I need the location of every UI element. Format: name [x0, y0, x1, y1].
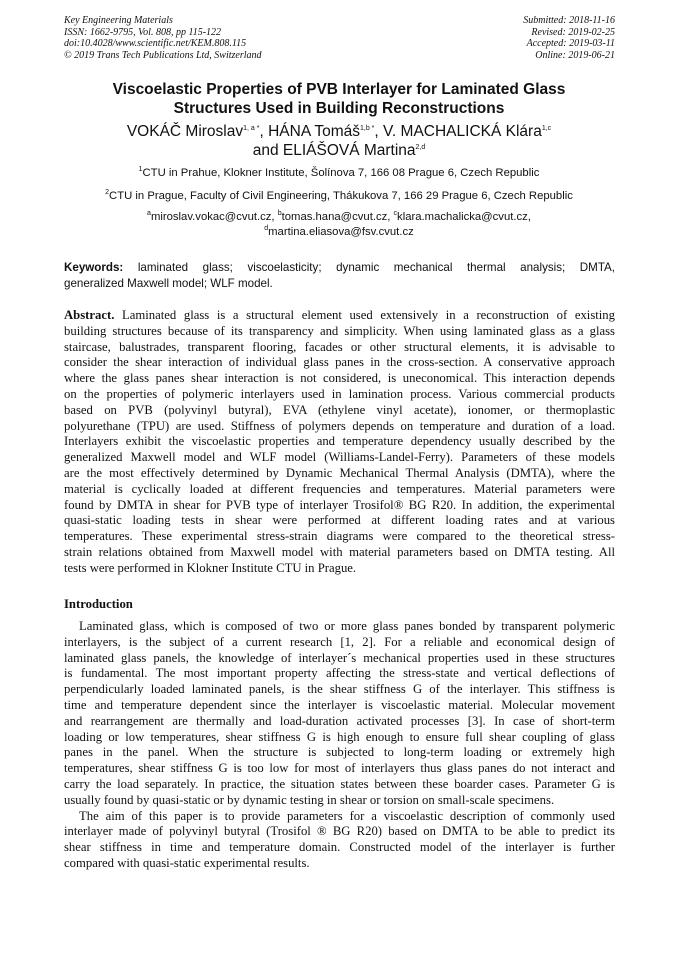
text-line: consider the shear interaction of individual glass panes in the cross-section. A conservative approach	[64, 355, 615, 370]
author-sup: 1, a *	[243, 124, 260, 132]
text-line: laminated glass panels, the knowledge of interlayer´s mechanical properties used in these structures	[64, 650, 615, 665]
text-line: interlayer made of polyvinyl butyral (Trosifol ® BG R20) based on DMTA to be able to predict its	[64, 824, 615, 839]
aff-text: CTU in Prague, Faculty of Civil Engineering, Thákukova 7, 166 29 Prague 6, Czech Republic	[109, 190, 573, 202]
text-line: perpendicularly loaded laminated panels, is the shear stiffness G of the interlayer. This stiffness is	[64, 682, 615, 697]
text-line: generalized Maxwell model and WLF model (Williams-Landel-Ferry). Parameters of these models	[64, 450, 615, 465]
keywords-text: generalized Maxwell model; WLF model.	[64, 276, 273, 290]
journal-info	[64, 15, 262, 61]
affiliation-2	[0, 189, 678, 203]
paper-title	[0, 80, 678, 118]
submitted-date: Submitted: 2018-11-16	[523, 15, 615, 26]
text-line: are the most effectively determined by Dynamic Mechanical Thermal Analysis (DMTA), where the	[64, 465, 615, 480]
email-sup: c	[393, 210, 398, 218]
aff-sup: 2	[105, 189, 110, 197]
aff-sup: 1	[138, 166, 143, 174]
text-line: polyurethane (TPU) are used. Stiffness of polymers depends on temperature and duration of a load.	[64, 418, 615, 433]
abstract	[64, 308, 615, 577]
title-line: Structures Used in Building Reconstructions	[173, 100, 505, 117]
online-date: Online: 2019-06-21	[535, 49, 615, 61]
text-line: temperatures, shear stiffness G is too low for most of interlayers thus glass panes do not interact and	[64, 761, 615, 776]
author-sup: 1,c	[541, 124, 552, 132]
text-line: found by DMTA in shear for PVB type of interlayer Trosifol® BG R20. In addition, the experimental	[64, 497, 615, 512]
keywords-text: laminated glass; viscoelasticity; dynamic mechanical thermal analysis; DMTA,	[123, 261, 615, 274]
journal-name: Key Engineering Materials	[64, 15, 173, 26]
text-line: Laminated glass, which is composed of two or more glass panes bonded by transparent polymeric	[79, 619, 615, 633]
title-line: Viscoelastic Properties of PVB Interlayer for Laminated Glass	[112, 81, 566, 98]
email: miroslav.vokac@cvut.cz,	[150, 211, 278, 223]
text-line: on the properties of polymeric interlayers used in lamination process. Various commercial products	[64, 386, 615, 401]
issn: ISSN: 1662-9795, Vol. 808, pp 115-122	[64, 26, 222, 38]
text-line: The aim of this paper is to provide parameters for a viscoelastic description of commonly used	[79, 808, 615, 823]
section-heading: Introduction	[64, 597, 133, 611]
text-line: material is cyclically loaded at different frequencies and temperatures. Material parameters were	[64, 481, 615, 496]
text-line: based on PVB (polyvinyl butyral), EVA (ethylene vinyl acetate), ionomer, or thermoplastic	[64, 402, 615, 417]
doi: doi:10.4028/www.scientific.net/KEM.808.115	[64, 38, 247, 49]
email-sup: a	[147, 210, 151, 218]
emails	[0, 210, 678, 240]
text-line: temperatures. These experimental stress-strain diagrams were compared to the theoretical stress-	[64, 529, 615, 544]
text-line: compared with quasi-static experimental results.	[64, 855, 310, 870]
email: tomas.hana@cvut.cz,	[281, 211, 394, 223]
text-line: is fundamental. The most important property affecting the stress-state and vertical deflections of	[64, 666, 615, 681]
dates-info	[523, 15, 615, 61]
email: martina.eliasova@fsv.cvut.cz	[268, 226, 414, 238]
aff-text: CTU in Prahue, Klokner Institute, Šolínova 7, 166 08 Prague 6, Czech Republic	[142, 167, 540, 179]
text-line: loading or low temperatures, shear stiffness G is high enough to ensure full shear coupling of glass	[64, 729, 615, 744]
text-run: Laminated glass is a structural element used extensively in a reconstruction of existing	[114, 308, 615, 322]
keywords	[64, 260, 615, 291]
text-line: tests were performed in Klokner Institute CTU in Prague.	[64, 560, 357, 575]
author-name: , V. MACHALICKÁ Klára	[374, 123, 542, 140]
affiliation-1	[0, 166, 678, 180]
text-line: carry the load separately. In practice, the situation states between these boarder cases. Parameter G is	[64, 776, 615, 791]
text-line: strain relations obtained from Maxwell model with material parameters based on DMTA testing. All	[64, 544, 615, 559]
author-name: and ELIÁŠOVÁ Martina	[252, 142, 416, 159]
email-sup: d	[264, 225, 269, 233]
text-line: time and temperature dependent since the interlayer is viscoelastic material. Molecular movement	[64, 697, 615, 712]
email-sup: b	[277, 210, 282, 218]
author-sup: 1,b *	[360, 124, 375, 132]
text-line	[64, 308, 615, 324]
text-line: Interlayers exhibit the viscoelastic properties and temperature dependency usually described by the	[64, 434, 615, 449]
introduction-body	[64, 619, 615, 872]
text-line: shear stiffness in time and temperature domain. Constructed model of the interlayer is further	[64, 840, 615, 855]
text-line: usually found by quasi-static or by dynamic testing in shear or torsion on small-scale specimens.	[64, 792, 555, 807]
author-sup: 2,d	[415, 143, 426, 151]
text-line: where the glass panes shear interaction is not considered, is uneconomical. This interaction depends	[64, 371, 615, 386]
text-line: interlayers, is the subject of a current research [1, 2]. For a reliable and economical design of	[64, 634, 615, 649]
author-name: , HÁNA Tomáš	[259, 123, 360, 140]
text-line: panes in the panel. When the structure is subjected to long-term loading or extremely high	[64, 745, 615, 760]
abstract-label: Abstract.	[64, 308, 115, 322]
copyright: © 2019 Trans Tech Publications Ltd, Switzerland	[64, 49, 262, 61]
accepted-date: Accepted: 2019-03-11	[526, 38, 615, 49]
author-name: VOKÁČ Miroslav	[126, 123, 244, 140]
keywords-label: Keywords:	[64, 261, 124, 274]
authors	[0, 122, 678, 160]
text-line: staircase, balustrades, transparent flooring, facades or other structural elements, it is advisable to	[64, 339, 615, 354]
text-line: and rearrangement are thermally and load-duration activated processes [3]. In case of short-term	[64, 713, 615, 728]
email: klara.machalicka@cvut.cz,	[397, 211, 531, 223]
text-line: building structures because of its transparency and simplicity. When using laminated glass as a glass	[64, 323, 615, 338]
text-line: quasi-static loading tests in shear were performed at different loading rates and at various	[64, 513, 615, 528]
revised-date: Revised: 2019-02-25	[531, 26, 615, 38]
